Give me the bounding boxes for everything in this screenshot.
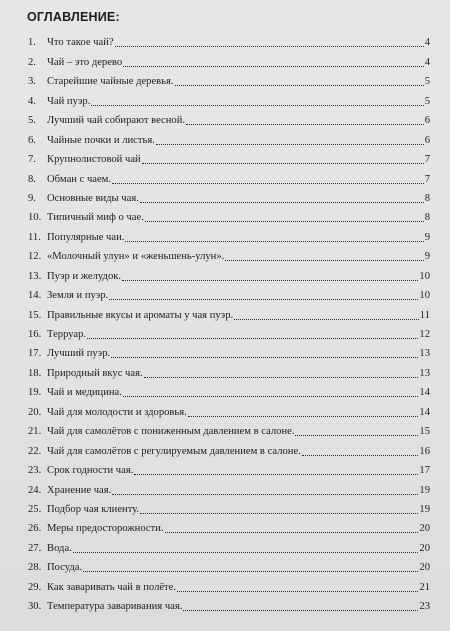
table-of-contents	[28, 30, 430, 613]
toc-dot-leader	[188, 416, 419, 417]
toc-entry-number: 22.	[28, 445, 42, 457]
toc-entry-page-number: 4	[424, 37, 430, 49]
toc-entry-number: 29.	[28, 581, 42, 593]
toc-entry	[28, 516, 430, 535]
toc-dot-leader	[123, 396, 419, 397]
toc-entry-title: Крупнолистовой чай	[47, 154, 141, 166]
toc-entry-number: 20.	[28, 406, 42, 418]
toc-entry-title: Чай – это дерево	[47, 56, 123, 68]
toc-dot-leader	[112, 183, 424, 184]
toc-entry-number: 15.	[28, 309, 42, 321]
toc-entry	[28, 535, 430, 554]
toc-entry-number: 18.	[28, 367, 42, 379]
toc-entry-title: Чай для молодости и здоровья.	[47, 406, 187, 418]
toc-entry-title: Лучший чай собирают весной.	[47, 115, 186, 127]
toc-entry-number: 16.	[28, 329, 42, 340]
toc-dot-leader	[115, 46, 424, 47]
toc-entry-page-number: 8	[424, 212, 430, 224]
toc-entry-number: 6.	[28, 134, 36, 146]
toc-dot-leader	[225, 260, 423, 261]
toc-entry-title: Меры предосторожности.	[47, 523, 164, 535]
toc-entry-title: Старейшие чайные деревья.	[47, 76, 174, 88]
toc-entry	[28, 477, 430, 496]
toc-entry-page-number: 19	[419, 484, 430, 496]
toc-entry-title: Температура заваривания чая.	[47, 601, 183, 613]
toc-entry	[28, 302, 430, 321]
toc-entry-number: 14.	[28, 290, 42, 302]
toc-entry-number: 12.	[28, 251, 42, 263]
toc-dot-leader	[91, 105, 423, 106]
toc-dot-leader	[177, 591, 418, 592]
toc-entry-page-number: 8	[424, 192, 430, 204]
toc-entry	[28, 147, 430, 166]
toc-entry-page-number: 5	[424, 76, 430, 88]
toc-entry-number: 11.	[28, 231, 41, 243]
toc-entry-page-number: 6	[424, 134, 430, 146]
toc-dot-leader	[186, 124, 424, 125]
toc-entry-title: Основные виды чая.	[47, 192, 139, 204]
toc-entry	[28, 555, 430, 574]
toc-entry	[28, 458, 430, 477]
toc-entry	[28, 224, 430, 243]
toc-entry-page-number: 10	[419, 290, 430, 302]
toc-entry-page-number: 7	[424, 173, 430, 185]
toc-dot-leader	[234, 319, 419, 320]
toc-entry-page-number: 11	[419, 309, 430, 321]
toc-entry-title: Чайные почки и листья.	[47, 134, 155, 146]
toc-dot-leader	[183, 610, 418, 611]
toc-entry-number: 24.	[28, 484, 42, 496]
toc-entry-number: 26.	[28, 523, 42, 535]
toc-entry-page-number: 4	[424, 56, 430, 68]
toc-dot-leader	[140, 513, 418, 514]
toc-dot-leader	[295, 435, 418, 436]
toc-entry-title: Земля и пуэр.	[47, 290, 109, 302]
toc-dot-leader	[144, 377, 419, 378]
toc-entry-number: 9.	[28, 192, 36, 204]
toc-entry-page-number: 21	[419, 581, 430, 593]
toc-entry-page-number: 23	[419, 601, 430, 613]
toc-entry-page-number: 17	[419, 465, 430, 477]
toc-dot-leader	[175, 85, 424, 86]
toc-dot-leader	[134, 474, 418, 475]
toc-dot-leader	[145, 221, 424, 222]
toc-entry-number: 21.	[28, 426, 42, 438]
toc-dot-leader	[111, 357, 418, 358]
toc-entry-title: Чай для самолётов с пониженным давлением в салоне.	[47, 426, 295, 438]
toc-entry	[28, 360, 430, 379]
toc-entry	[28, 166, 430, 185]
toc-heading: ОГЛАВЛЕНИЕ:	[27, 10, 120, 24]
toc-entry-number: 7.	[28, 154, 36, 166]
toc-entry-title: Пуэр и желудок.	[47, 270, 122, 282]
toc-entry-page-number: 16	[419, 445, 430, 457]
toc-entry-number: 5.	[28, 115, 36, 127]
toc-entry-number: 17.	[28, 348, 42, 360]
toc-entry-number: 23.	[28, 465, 42, 477]
toc-dot-leader	[87, 338, 418, 339]
toc-dot-leader	[302, 455, 419, 456]
toc-entry-title: Хранение чая.	[47, 484, 112, 496]
toc-dot-leader	[123, 66, 424, 67]
toc-entry	[28, 49, 430, 68]
toc-entry	[28, 205, 430, 224]
toc-entry-page-number: 12	[419, 329, 430, 340]
toc-dot-leader	[122, 280, 418, 281]
toc-entry-title: Посуда.	[47, 562, 83, 574]
toc-entry	[28, 186, 430, 205]
toc-entry-title: «Молочный улун» и «женьшень-улун».	[47, 251, 225, 263]
toc-entry-title: Как заваривать чай в полёте.	[47, 581, 177, 593]
toc-entry-number: 3.	[28, 76, 36, 88]
toc-entry-page-number: 20	[419, 523, 430, 535]
toc-entry-title: Типичный миф о чае.	[47, 212, 144, 224]
toc-entry-page-number: 7	[424, 154, 430, 166]
toc-entry-number: 4.	[28, 95, 36, 107]
toc-entry	[28, 30, 430, 49]
toc-entry-page-number: 14	[419, 406, 430, 418]
toc-entry-number: 1.	[28, 37, 36, 49]
toc-entry-number: 28.	[28, 562, 42, 574]
toc-entry-number: 8.	[28, 173, 36, 185]
toc-entry	[28, 108, 430, 127]
toc-entry-page-number: 13	[419, 348, 430, 360]
toc-entry-number: 25.	[28, 503, 42, 515]
toc-entry	[28, 263, 430, 282]
toc-entry-page-number: 15	[419, 426, 430, 438]
toc-entry-page-number: 14	[419, 387, 430, 399]
toc-entry	[28, 322, 430, 341]
toc-dot-leader	[140, 202, 424, 203]
toc-entry-page-number: 20	[419, 562, 430, 574]
toc-entry-title: Природный вкус чая.	[47, 367, 143, 379]
toc-entry-page-number: 9	[424, 251, 430, 263]
toc-entry-page-number: 10	[419, 270, 430, 282]
toc-dot-leader	[156, 144, 424, 145]
toc-entry-number: 10.	[28, 212, 42, 224]
toc-entry	[28, 127, 430, 146]
toc-entry-title: Терруар.	[47, 329, 87, 340]
toc-entry-title: Чай для самолётов с регулируемым давлением в салоне.	[47, 445, 301, 457]
toc-entry	[28, 244, 430, 263]
toc-entry-title: Чай и медицина.	[47, 387, 122, 399]
toc-entry-title: Чай пуэр.	[47, 95, 91, 107]
toc-entry	[28, 341, 430, 360]
toc-entry-page-number: 6	[424, 115, 430, 127]
toc-entry-title: Срок годности чая.	[47, 465, 134, 477]
toc-dot-leader	[109, 299, 418, 300]
toc-dot-leader	[73, 552, 419, 553]
toc-entry-number: 19.	[28, 387, 42, 399]
toc-entry-title: Лучший пуэр.	[47, 348, 111, 360]
toc-entry-page-number: 5	[424, 95, 430, 107]
toc-entry-title: Правильные вкусы и ароматы у чая пуэр.	[47, 309, 234, 321]
toc-entry-title: Популярные чаи.	[47, 231, 125, 243]
toc-dot-leader	[165, 532, 419, 533]
toc-dot-leader	[112, 494, 418, 495]
toc-dot-leader	[83, 571, 418, 572]
toc-entry-page-number: 9	[424, 231, 430, 243]
toc-entry	[28, 69, 430, 88]
toc-entry-title: Вода.	[47, 542, 72, 554]
toc-entry	[28, 497, 430, 516]
toc-entry-title: Обман с чаем.	[47, 173, 112, 185]
toc-entry	[28, 574, 430, 593]
toc-entry-title: Подбор чая клиенту.	[47, 503, 140, 515]
toc-entry-number: 30.	[28, 601, 42, 613]
toc-entry	[28, 594, 430, 613]
toc-entry	[28, 380, 430, 399]
toc-entry	[28, 88, 430, 107]
toc-entry-number: 2.	[28, 56, 36, 68]
toc-entry-number: 27.	[28, 542, 42, 554]
toc-entry-page-number: 13	[419, 367, 430, 379]
toc-entry	[28, 399, 430, 418]
toc-entry	[28, 419, 430, 438]
toc-entry-title: Что такое чай?	[47, 37, 114, 49]
toc-dot-leader	[125, 241, 423, 242]
toc-entry	[28, 438, 430, 457]
toc-entry	[28, 283, 430, 302]
toc-entry-page-number: 19	[419, 503, 430, 515]
toc-entry-number: 13.	[28, 270, 42, 282]
toc-dot-leader	[142, 163, 424, 164]
toc-entry-page-number: 20	[419, 542, 430, 554]
